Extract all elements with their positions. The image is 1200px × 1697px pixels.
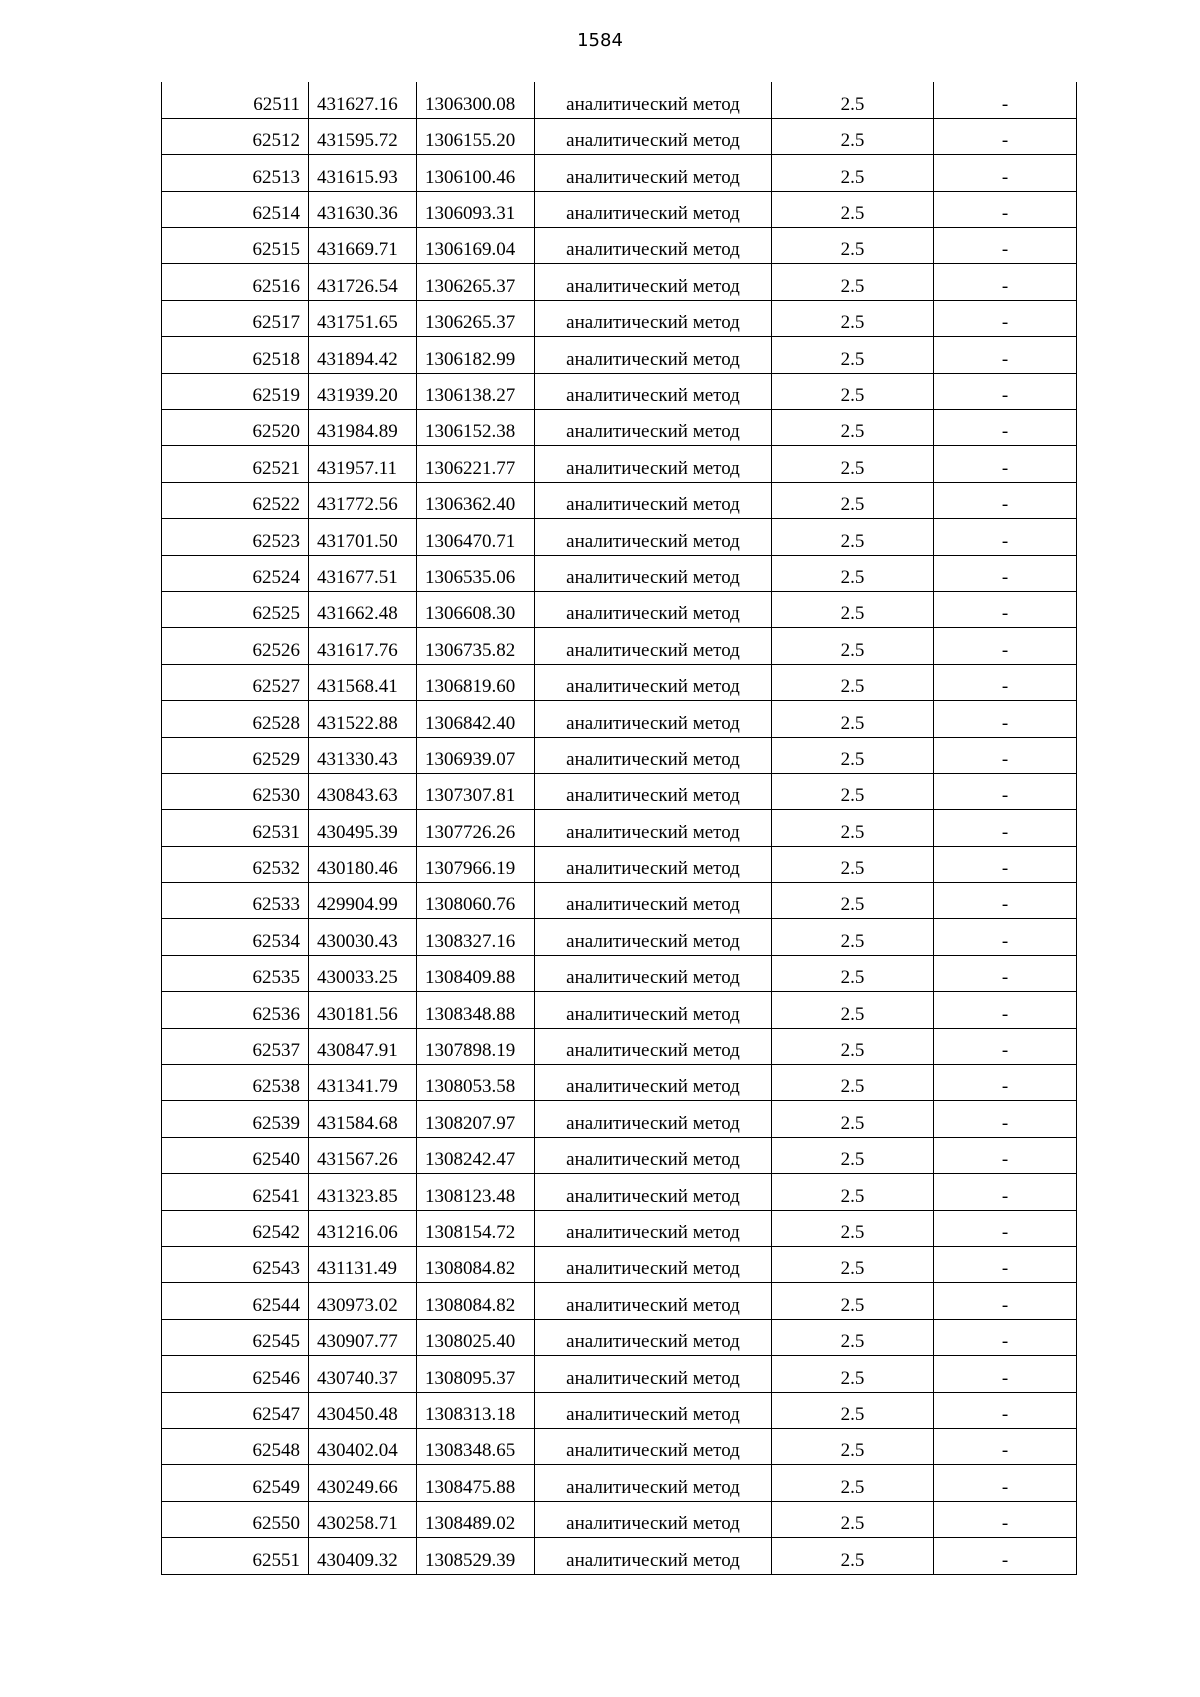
x-coordinate-cell: 430249.66: [309, 1465, 417, 1501]
point-number-cell: 62529: [162, 737, 309, 773]
table-row: [162, 482, 1077, 518]
table-row: [162, 810, 1077, 846]
note-cell: -: [934, 1501, 1077, 1537]
method-cell: аналитический метод: [535, 1465, 772, 1501]
table-row: [162, 1428, 1077, 1464]
x-coordinate-cell: 430973.02: [309, 1283, 417, 1319]
method-cell: аналитический метод: [535, 883, 772, 919]
note-cell: -: [934, 919, 1077, 955]
accuracy-cell: 2.5: [772, 1501, 934, 1537]
method-cell: аналитический метод: [535, 664, 772, 700]
x-coordinate-cell: 431627.16: [309, 82, 417, 118]
x-coordinate-cell: 431323.85: [309, 1174, 417, 1210]
x-coordinate-cell: 431595.72: [309, 118, 417, 154]
note-cell: -: [934, 337, 1077, 373]
accuracy-cell: 2.5: [772, 1101, 934, 1137]
y-coordinate-cell: 1306265.37: [417, 300, 535, 336]
accuracy-cell: 2.5: [772, 1065, 934, 1101]
point-number-cell: 62513: [162, 155, 309, 191]
method-cell: аналитический метод: [535, 1247, 772, 1283]
y-coordinate-cell: 1308475.88: [417, 1465, 535, 1501]
accuracy-cell: 2.5: [772, 1392, 934, 1428]
x-coordinate-cell: 430409.32: [309, 1538, 417, 1574]
x-coordinate-cell: 431984.89: [309, 410, 417, 446]
method-cell: аналитический метод: [535, 1428, 772, 1464]
table-row: [162, 228, 1077, 264]
accuracy-cell: 2.5: [772, 1247, 934, 1283]
x-coordinate-cell: 431522.88: [309, 701, 417, 737]
table-row: [162, 1392, 1077, 1428]
point-number-cell: 62515: [162, 228, 309, 264]
y-coordinate-cell: 1307966.19: [417, 846, 535, 882]
table-row: [162, 1101, 1077, 1137]
point-number-cell: 62531: [162, 810, 309, 846]
method-cell: аналитический метод: [535, 955, 772, 991]
note-cell: -: [934, 737, 1077, 773]
y-coordinate-cell: 1308207.97: [417, 1101, 535, 1137]
method-cell: аналитический метод: [535, 846, 772, 882]
table-row: [162, 373, 1077, 409]
x-coordinate-cell: 431568.41: [309, 664, 417, 700]
table-row: [162, 846, 1077, 882]
method-cell: аналитический метод: [535, 919, 772, 955]
x-coordinate-cell: 430740.37: [309, 1356, 417, 1392]
note-cell: -: [934, 701, 1077, 737]
y-coordinate-cell: 1308242.47: [417, 1137, 535, 1173]
method-cell: аналитический метод: [535, 992, 772, 1028]
x-coordinate-cell: 431669.71: [309, 228, 417, 264]
point-number-cell: 62525: [162, 591, 309, 627]
table-row: [162, 955, 1077, 991]
point-number-cell: 62514: [162, 191, 309, 227]
x-coordinate-cell: 430843.63: [309, 773, 417, 809]
x-coordinate-cell: 431216.06: [309, 1210, 417, 1246]
table-row: [162, 883, 1077, 919]
method-cell: аналитический метод: [535, 1210, 772, 1246]
table-row: [162, 555, 1077, 591]
note-cell: -: [934, 992, 1077, 1028]
accuracy-cell: 2.5: [772, 1028, 934, 1064]
point-number-cell: 62542: [162, 1210, 309, 1246]
note-cell: -: [934, 82, 1077, 118]
x-coordinate-cell: 431894.42: [309, 337, 417, 373]
point-number-cell: 62537: [162, 1028, 309, 1064]
x-coordinate-cell: 431567.26: [309, 1137, 417, 1173]
point-number-cell: 62520: [162, 410, 309, 446]
point-number-cell: 62533: [162, 883, 309, 919]
method-cell: аналитический метод: [535, 773, 772, 809]
note-cell: -: [934, 883, 1077, 919]
x-coordinate-cell: 431772.56: [309, 482, 417, 518]
table-row: [162, 1028, 1077, 1064]
point-number-cell: 62538: [162, 1065, 309, 1101]
point-number-cell: 62551: [162, 1538, 309, 1574]
note-cell: -: [934, 1137, 1077, 1173]
note-cell: -: [934, 846, 1077, 882]
coordinates-table-body: [162, 82, 1077, 1574]
point-number-cell: 62545: [162, 1319, 309, 1355]
accuracy-cell: 2.5: [772, 628, 934, 664]
x-coordinate-cell: 431662.48: [309, 591, 417, 627]
table-row: [162, 737, 1077, 773]
accuracy-cell: 2.5: [772, 846, 934, 882]
point-number-cell: 62527: [162, 664, 309, 700]
table-row: [162, 1538, 1077, 1574]
x-coordinate-cell: 431701.50: [309, 519, 417, 555]
method-cell: аналитический метод: [535, 1028, 772, 1064]
note-cell: -: [934, 1101, 1077, 1137]
x-coordinate-cell: 431726.54: [309, 264, 417, 300]
table-row: [162, 82, 1077, 118]
table-row: [162, 1319, 1077, 1355]
method-cell: аналитический метод: [535, 628, 772, 664]
accuracy-cell: 2.5: [772, 1137, 934, 1173]
y-coordinate-cell: 1306939.07: [417, 737, 535, 773]
point-number-cell: 62534: [162, 919, 309, 955]
accuracy-cell: 2.5: [772, 1538, 934, 1574]
table-row: [162, 701, 1077, 737]
y-coordinate-cell: 1306155.20: [417, 118, 535, 154]
method-cell: аналитический метод: [535, 737, 772, 773]
note-cell: -: [934, 1392, 1077, 1428]
method-cell: аналитический метод: [535, 591, 772, 627]
x-coordinate-cell: 430180.46: [309, 846, 417, 882]
table-row: [162, 410, 1077, 446]
table-row: [162, 664, 1077, 700]
y-coordinate-cell: 1308060.76: [417, 883, 535, 919]
table-row: [162, 446, 1077, 482]
note-cell: -: [934, 810, 1077, 846]
note-cell: -: [934, 300, 1077, 336]
table-row: [162, 155, 1077, 191]
note-cell: -: [934, 264, 1077, 300]
note-cell: -: [934, 628, 1077, 664]
x-coordinate-cell: 430495.39: [309, 810, 417, 846]
y-coordinate-cell: 1306221.77: [417, 446, 535, 482]
y-coordinate-cell: 1308348.65: [417, 1428, 535, 1464]
point-number-cell: 62530: [162, 773, 309, 809]
accuracy-cell: 2.5: [772, 1319, 934, 1355]
method-cell: аналитический метод: [535, 1283, 772, 1319]
y-coordinate-cell: 1306300.08: [417, 82, 535, 118]
note-cell: -: [934, 1538, 1077, 1574]
x-coordinate-cell: 431939.20: [309, 373, 417, 409]
method-cell: аналитический метод: [535, 519, 772, 555]
point-number-cell: 62523: [162, 519, 309, 555]
y-coordinate-cell: 1306182.99: [417, 337, 535, 373]
method-cell: аналитический метод: [535, 155, 772, 191]
point-number-cell: 62524: [162, 555, 309, 591]
y-coordinate-cell: 1308084.82: [417, 1283, 535, 1319]
y-coordinate-cell: 1306169.04: [417, 228, 535, 264]
accuracy-cell: 2.5: [772, 1174, 934, 1210]
note-cell: -: [934, 1210, 1077, 1246]
point-number-cell: 62522: [162, 482, 309, 518]
y-coordinate-cell: 1308123.48: [417, 1174, 535, 1210]
note-cell: -: [934, 1465, 1077, 1501]
point-number-cell: 62521: [162, 446, 309, 482]
accuracy-cell: 2.5: [772, 555, 934, 591]
point-number-cell: 62540: [162, 1137, 309, 1173]
table-row: [162, 300, 1077, 336]
method-cell: аналитический метод: [535, 1538, 772, 1574]
x-coordinate-cell: 430907.77: [309, 1319, 417, 1355]
y-coordinate-cell: 1306608.30: [417, 591, 535, 627]
accuracy-cell: 2.5: [772, 155, 934, 191]
table-row: [162, 1283, 1077, 1319]
point-number-cell: 62519: [162, 373, 309, 409]
method-cell: аналитический метод: [535, 228, 772, 264]
note-cell: -: [934, 555, 1077, 591]
method-cell: аналитический метод: [535, 1137, 772, 1173]
point-number-cell: 62517: [162, 300, 309, 336]
note-cell: -: [934, 155, 1077, 191]
accuracy-cell: 2.5: [772, 482, 934, 518]
y-coordinate-cell: 1306093.31: [417, 191, 535, 227]
coordinates-table: [161, 82, 1077, 1575]
accuracy-cell: 2.5: [772, 810, 934, 846]
table-row: [162, 1501, 1077, 1537]
method-cell: аналитический метод: [535, 1065, 772, 1101]
note-cell: -: [934, 410, 1077, 446]
method-cell: аналитический метод: [535, 555, 772, 591]
note-cell: -: [934, 373, 1077, 409]
y-coordinate-cell: 1308327.16: [417, 919, 535, 955]
y-coordinate-cell: 1306470.71: [417, 519, 535, 555]
table-row: [162, 773, 1077, 809]
x-coordinate-cell: 430258.71: [309, 1501, 417, 1537]
table-row: [162, 264, 1077, 300]
accuracy-cell: 2.5: [772, 228, 934, 264]
note-cell: -: [934, 664, 1077, 700]
x-coordinate-cell: 431615.93: [309, 155, 417, 191]
x-coordinate-cell: 430030.43: [309, 919, 417, 955]
accuracy-cell: 2.5: [772, 1210, 934, 1246]
table-row: [162, 919, 1077, 955]
accuracy-cell: 2.5: [772, 883, 934, 919]
method-cell: аналитический метод: [535, 337, 772, 373]
note-cell: -: [934, 1174, 1077, 1210]
x-coordinate-cell: 431330.43: [309, 737, 417, 773]
note-cell: -: [934, 228, 1077, 264]
accuracy-cell: 2.5: [772, 373, 934, 409]
accuracy-cell: 2.5: [772, 118, 934, 154]
x-coordinate-cell: 430402.04: [309, 1428, 417, 1464]
point-number-cell: 62543: [162, 1247, 309, 1283]
note-cell: -: [934, 118, 1077, 154]
y-coordinate-cell: 1308154.72: [417, 1210, 535, 1246]
y-coordinate-cell: 1307898.19: [417, 1028, 535, 1064]
note-cell: -: [934, 1283, 1077, 1319]
method-cell: аналитический метод: [535, 191, 772, 227]
accuracy-cell: 2.5: [772, 591, 934, 627]
note-cell: -: [934, 446, 1077, 482]
x-coordinate-cell: 431131.49: [309, 1247, 417, 1283]
table-row: [162, 591, 1077, 627]
y-coordinate-cell: 1308084.82: [417, 1247, 535, 1283]
point-number-cell: 62541: [162, 1174, 309, 1210]
accuracy-cell: 2.5: [772, 300, 934, 336]
accuracy-cell: 2.5: [772, 1356, 934, 1392]
x-coordinate-cell: 431584.68: [309, 1101, 417, 1137]
accuracy-cell: 2.5: [772, 410, 934, 446]
method-cell: аналитический метод: [535, 810, 772, 846]
method-cell: аналитический метод: [535, 118, 772, 154]
point-number-cell: 62546: [162, 1356, 309, 1392]
y-coordinate-cell: 1308489.02: [417, 1501, 535, 1537]
y-coordinate-cell: 1306842.40: [417, 701, 535, 737]
x-coordinate-cell: 431630.36: [309, 191, 417, 227]
accuracy-cell: 2.5: [772, 1465, 934, 1501]
method-cell: аналитический метод: [535, 1319, 772, 1355]
y-coordinate-cell: 1308025.40: [417, 1319, 535, 1355]
accuracy-cell: 2.5: [772, 191, 934, 227]
point-number-cell: 62526: [162, 628, 309, 664]
y-coordinate-cell: 1306152.38: [417, 410, 535, 446]
x-coordinate-cell: 429904.99: [309, 883, 417, 919]
table-row: [162, 1065, 1077, 1101]
y-coordinate-cell: 1306735.82: [417, 628, 535, 664]
table-row: [162, 1137, 1077, 1173]
table-row: [162, 992, 1077, 1028]
method-cell: аналитический метод: [535, 1392, 772, 1428]
method-cell: аналитический метод: [535, 82, 772, 118]
point-number-cell: 62547: [162, 1392, 309, 1428]
y-coordinate-cell: 1306362.40: [417, 482, 535, 518]
page-number: 1584: [577, 30, 623, 51]
x-coordinate-cell: 431677.51: [309, 555, 417, 591]
note-cell: -: [934, 1065, 1077, 1101]
y-coordinate-cell: 1306265.37: [417, 264, 535, 300]
note-cell: -: [934, 591, 1077, 627]
y-coordinate-cell: 1308095.37: [417, 1356, 535, 1392]
point-number-cell: 62544: [162, 1283, 309, 1319]
point-number-cell: 62511: [162, 82, 309, 118]
point-number-cell: 62532: [162, 846, 309, 882]
point-number-cell: 62549: [162, 1465, 309, 1501]
table-row: [162, 1247, 1077, 1283]
note-cell: -: [934, 1319, 1077, 1355]
y-coordinate-cell: 1308409.88: [417, 955, 535, 991]
point-number-cell: 62516: [162, 264, 309, 300]
accuracy-cell: 2.5: [772, 1428, 934, 1464]
accuracy-cell: 2.5: [772, 664, 934, 700]
x-coordinate-cell: 431617.76: [309, 628, 417, 664]
note-cell: -: [934, 1028, 1077, 1064]
table-row: [162, 118, 1077, 154]
accuracy-cell: 2.5: [772, 737, 934, 773]
accuracy-cell: 2.5: [772, 773, 934, 809]
note-cell: -: [934, 519, 1077, 555]
note-cell: -: [934, 482, 1077, 518]
table-row: [162, 519, 1077, 555]
x-coordinate-cell: 431341.79: [309, 1065, 417, 1101]
y-coordinate-cell: 1308529.39: [417, 1538, 535, 1574]
point-number-cell: 62548: [162, 1428, 309, 1464]
note-cell: -: [934, 773, 1077, 809]
y-coordinate-cell: 1307726.26: [417, 810, 535, 846]
method-cell: аналитический метод: [535, 482, 772, 518]
note-cell: -: [934, 1428, 1077, 1464]
method-cell: аналитический метод: [535, 1356, 772, 1392]
table-row: [162, 628, 1077, 664]
note-cell: -: [934, 955, 1077, 991]
accuracy-cell: 2.5: [772, 337, 934, 373]
x-coordinate-cell: 431751.65: [309, 300, 417, 336]
y-coordinate-cell: 1306535.06: [417, 555, 535, 591]
y-coordinate-cell: 1307307.81: [417, 773, 535, 809]
note-cell: -: [934, 1356, 1077, 1392]
method-cell: аналитический метод: [535, 264, 772, 300]
y-coordinate-cell: 1306100.46: [417, 155, 535, 191]
y-coordinate-cell: 1306138.27: [417, 373, 535, 409]
accuracy-cell: 2.5: [772, 955, 934, 991]
point-number-cell: 62518: [162, 337, 309, 373]
method-cell: аналитический метод: [535, 1174, 772, 1210]
x-coordinate-cell: 430181.56: [309, 992, 417, 1028]
accuracy-cell: 2.5: [772, 82, 934, 118]
accuracy-cell: 2.5: [772, 1283, 934, 1319]
table-row: [162, 1210, 1077, 1246]
x-coordinate-cell: 431957.11: [309, 446, 417, 482]
table-row: [162, 337, 1077, 373]
y-coordinate-cell: 1308348.88: [417, 992, 535, 1028]
method-cell: аналитический метод: [535, 446, 772, 482]
point-number-cell: 62528: [162, 701, 309, 737]
x-coordinate-cell: 430450.48: [309, 1392, 417, 1428]
accuracy-cell: 2.5: [772, 446, 934, 482]
y-coordinate-cell: 1306819.60: [417, 664, 535, 700]
method-cell: аналитический метод: [535, 1501, 772, 1537]
method-cell: аналитический метод: [535, 410, 772, 446]
point-number-cell: 62512: [162, 118, 309, 154]
y-coordinate-cell: 1308313.18: [417, 1392, 535, 1428]
method-cell: аналитический метод: [535, 373, 772, 409]
accuracy-cell: 2.5: [772, 992, 934, 1028]
method-cell: аналитический метод: [535, 300, 772, 336]
point-number-cell: 62536: [162, 992, 309, 1028]
table-row: [162, 1356, 1077, 1392]
point-number-cell: 62535: [162, 955, 309, 991]
method-cell: аналитический метод: [535, 1101, 772, 1137]
table-row: [162, 1465, 1077, 1501]
x-coordinate-cell: 430033.25: [309, 955, 417, 991]
accuracy-cell: 2.5: [772, 519, 934, 555]
note-cell: -: [934, 191, 1077, 227]
method-cell: аналитический метод: [535, 701, 772, 737]
point-number-cell: 62539: [162, 1101, 309, 1137]
table-row: [162, 191, 1077, 227]
accuracy-cell: 2.5: [772, 701, 934, 737]
table-row: [162, 1174, 1077, 1210]
note-cell: -: [934, 1247, 1077, 1283]
point-number-cell: 62550: [162, 1501, 309, 1537]
accuracy-cell: 2.5: [772, 919, 934, 955]
x-coordinate-cell: 430847.91: [309, 1028, 417, 1064]
accuracy-cell: 2.5: [772, 264, 934, 300]
y-coordinate-cell: 1308053.58: [417, 1065, 535, 1101]
